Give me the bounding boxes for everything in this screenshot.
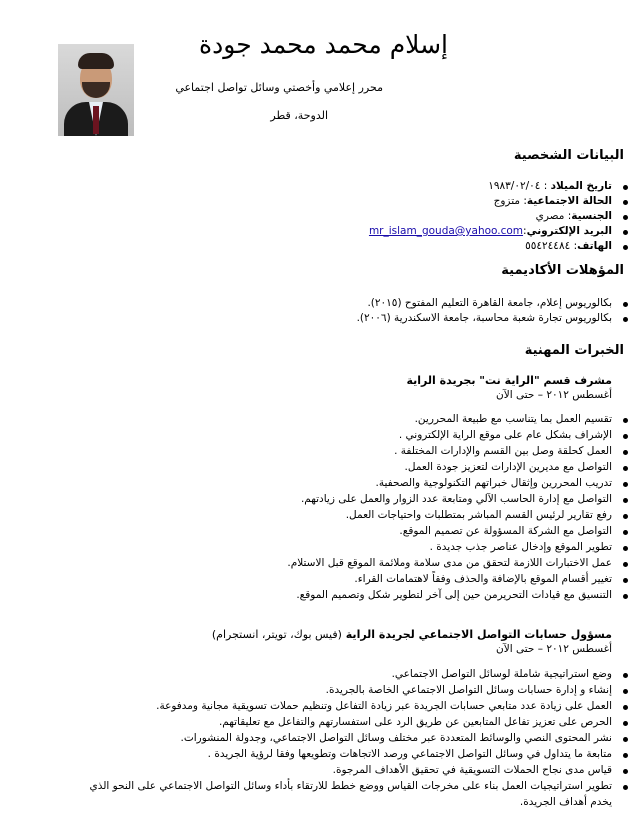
- personal-item-phone: [525, 240, 612, 252]
- email-link[interactable]: mr_islam_gouda@yahoo.com: [368, 225, 524, 237]
- education-item-media: بكالوريوس إعلام، جامعة القاهرة التعليم المفتوح (٢٠١٥).: [367, 297, 612, 309]
- job1-duty-7: رفع تقارير لرئيس القسم المباشر بمتطلبات واحتياجات العمل.: [345, 509, 612, 521]
- candidate-location: الدوحة، قطر: [270, 109, 328, 122]
- nationality-value: مصري: [535, 210, 565, 222]
- job2-duty-1: وضع استراتيجية شاملة لوسائل التواصل الاجتماعي.: [391, 668, 612, 680]
- birth-label: تاريخ الميلاد: [550, 180, 612, 192]
- job2-duty-7: قياس مدى نجاح الحملات التسويقية في تحقيق الأهداف المرجوة.: [332, 764, 612, 776]
- personal-item-birth: [488, 180, 612, 192]
- candidate-title: محرر إعلامي وأخصتي وسائل تواصل اجتماعي: [175, 81, 383, 94]
- personal-item-nationality: [536, 210, 612, 222]
- email-sep: :: [523, 225, 527, 237]
- job1-duty-2: الإشراف بشكل عام على موقع الراية الإلكتروني .: [398, 429, 612, 441]
- job1-duty-10: عمل الاختبارات اللازمة لتحقق من مدى سلامة وملائمة الموقع قبل الاستلام.: [287, 557, 612, 569]
- nationality-label: الجنسية: [571, 210, 612, 222]
- job-date-social: أغسطس ٢٠١٢ – حتى الآن: [496, 643, 612, 655]
- job2-duty-8: تطوير استراتيجيات العمل بناء على مخرجات القياس ووضع خطط للارتقاء بأداء وسائل التواصل الاجتماعي على النحو الذي: [89, 780, 612, 792]
- phone-sep: :: [570, 240, 578, 252]
- personal-item-email: [369, 225, 612, 237]
- marital-sep: :: [520, 195, 527, 207]
- birth-value: ١٩٨٣/٠٢/٠٤: [488, 180, 541, 192]
- job1-duty-12: التنسيق مع قيادات التحريرمن حين إلى آخر لتطوير شكل وتصميم الموقع.: [296, 589, 612, 601]
- phone-value: ٥٥٤٢٤٤٨٤: [525, 240, 571, 252]
- job-title-social-main: مسؤول حسابات التواصل الاجتماعي لجريدة الراية: [345, 628, 612, 641]
- marital-value: متزوج: [493, 195, 520, 207]
- education-item-commerce: بكالوريوس تجارة شعبة محاسبة، جامعة الاسكندرية (٢٠٠٦).: [356, 312, 612, 324]
- personal-heading: البيانات الشخصية: [513, 148, 624, 163]
- job-date-raya-net: أغسطس ٢٠١٢ – حتى الآن: [496, 389, 612, 401]
- job1-duty-11: تغيير أقسام الموقع بالإضافة والحذف وفقاً لاهتمامات القراء.: [354, 573, 612, 585]
- phone-label: الهاتف: [577, 240, 612, 252]
- job1-duty-6: التواصل مع إدارة الحاسب الآلي ومتابعة عدد الزوار والعمل على زيادتهم.: [300, 493, 612, 505]
- birth-sep: :: [540, 180, 551, 192]
- job1-duty-4: التواصل مع مديرين الإدارات لتعزيز جودة العمل.: [404, 461, 612, 473]
- job2-duty-6: متابعة ما يتداول في وسائل التواصل الاجتماعي ورصد الاتجاهات وتطويعها وفقا لرؤية الجريدة .: [207, 748, 612, 760]
- nationality-sep: :: [564, 210, 572, 222]
- job-title-social-platforms: (فيس بوك، تويتر، انستجرام): [211, 628, 342, 641]
- photo-beard: [82, 82, 110, 98]
- job2-duty-4: الحرص على تعزيز تفاعل المتابعين عن طريق الرد على استفسارتهم والتفاعل مع تعليقاتهم.: [218, 716, 612, 728]
- experience-heading: الخبرات المهنية: [524, 343, 624, 358]
- job1-duty-5: تدريب المحررين وإثقال خبراتهم التكنولوجية والصحفية.: [375, 477, 612, 489]
- job2-duty-8-continued: يخدم أهداف الجريدة.: [519, 796, 612, 808]
- job1-duty-9: تطوير الموقع وإدخال عناصر جذب جديدة .: [429, 541, 612, 553]
- candidate-name: إسلام محمد محمد جودة: [199, 30, 448, 59]
- photo-hair: [78, 53, 114, 69]
- photo-tie: [93, 106, 99, 134]
- job1-duty-3: العمل كحلقة وصل بين القسم والإدارات المختلفة .: [394, 445, 612, 457]
- job2-duty-3: العمل على زيادة عدد متابعي حسابات الجريدة عبر زيادة التفاعل وتنظيم حملات تسويقية مجانية ومدفوعة.: [156, 700, 612, 712]
- profile-photo: [58, 44, 134, 136]
- education-heading: المؤهلات الأكاديمية: [501, 263, 624, 278]
- job2-duty-2: إنشاء و إدارة حسابات وسائل التواصل الاجتماعي الخاصة بالجريدة.: [325, 684, 612, 696]
- job1-duty-1: تقسيم العمل بما يتناسب مع طبيعة المحررين.: [414, 413, 612, 425]
- job-title-raya-net: مشرف قسم "الراية نت" بجريدة الراية: [406, 374, 612, 387]
- job1-duty-8: التواصل مع الشركة المسؤولة عن تصميم الموقع.: [399, 525, 612, 537]
- personal-item-marital: [494, 195, 612, 207]
- email-label: البريد الإلكتروني: [526, 225, 612, 237]
- job-title-social: [212, 628, 612, 641]
- job2-duty-5: نشر المحتوى النصي والوسائط المتعددة عبر مختلف وسائل التواصل الاجتماعي، وجدولة المنشورات.: [180, 732, 612, 744]
- marital-label: الحالة الاجتماعية: [526, 195, 612, 207]
